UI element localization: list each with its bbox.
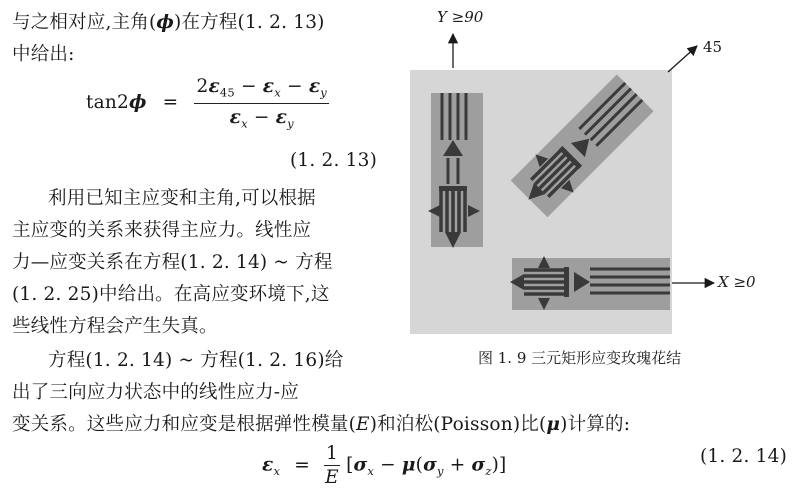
paragraph-line: 出了三向应力状态中的线性应力-应 <box>12 382 299 403</box>
diag-axis-label: 45 <box>703 38 723 56</box>
fraction: $\frac{2\varepsilon_{45} - \varepsilon_x - \varepsilon_y}{\varepsilon_x - \varepsilon_y}$ <box>196 76 327 131</box>
equation-label: (1. 2. 13) <box>290 150 378 171</box>
rosette-diagram <box>400 0 793 380</box>
paragraph-line: 力—应变关系在方程(1. 2. 14) ~ 方程 <box>12 252 333 273</box>
x-axis-label: X ≥0 <box>718 273 756 291</box>
paragraph-line: 主应变的关系来获得主应力。线性应 <box>12 220 312 241</box>
figure-caption: 图 1. 9 三元矩形应变玫瑰花结 <box>478 349 682 367</box>
paragraph-line: 变关系。这些应力和应变是根据弹性模量(E)和泊松(Poisson)比(μ)计算的: <box>12 414 631 435</box>
diag-axis-arrow <box>668 46 697 72</box>
paragraph-line: 利用已知主应变和主角,可以根据 <box>48 188 316 209</box>
strain-rosette-figure <box>400 0 793 380</box>
y-axis-label: Y ≥90 <box>437 8 484 26</box>
paragraph-line: 方程(1. 2. 14) ~ 方程(1. 2. 16)给 <box>48 350 344 371</box>
fraction: $\frac{1}{E}$ <box>325 443 339 488</box>
equation-1-2-14: $\varepsilon_x$ = $\frac{1}{E}$ $[\sigma_x - \mu(\sigma_y + \sigma_z)]$ <box>262 443 507 488</box>
paragraph-line: 中给出: <box>12 44 75 65</box>
vertical-gauge <box>428 93 483 248</box>
equation-1-2-13: tan2ϕ = $\frac{2\varepsilon_{45} - \varepsilon_x - \varepsilon_y}{\varepsilon_x - \varepsilon_y}$ <box>86 76 327 131</box>
horizontal-gauge <box>510 256 670 310</box>
paragraph-line: 些线性方程会产生失真。 <box>12 316 218 337</box>
paragraph-line: 与之相对应,主角(ϕ)在方程(1. 2. 13) <box>12 12 325 33</box>
paragraph-line: (1. 2. 25)中给出。在高应变环境下,这 <box>12 284 330 305</box>
equation-label: (1. 2. 14) <box>700 446 788 467</box>
